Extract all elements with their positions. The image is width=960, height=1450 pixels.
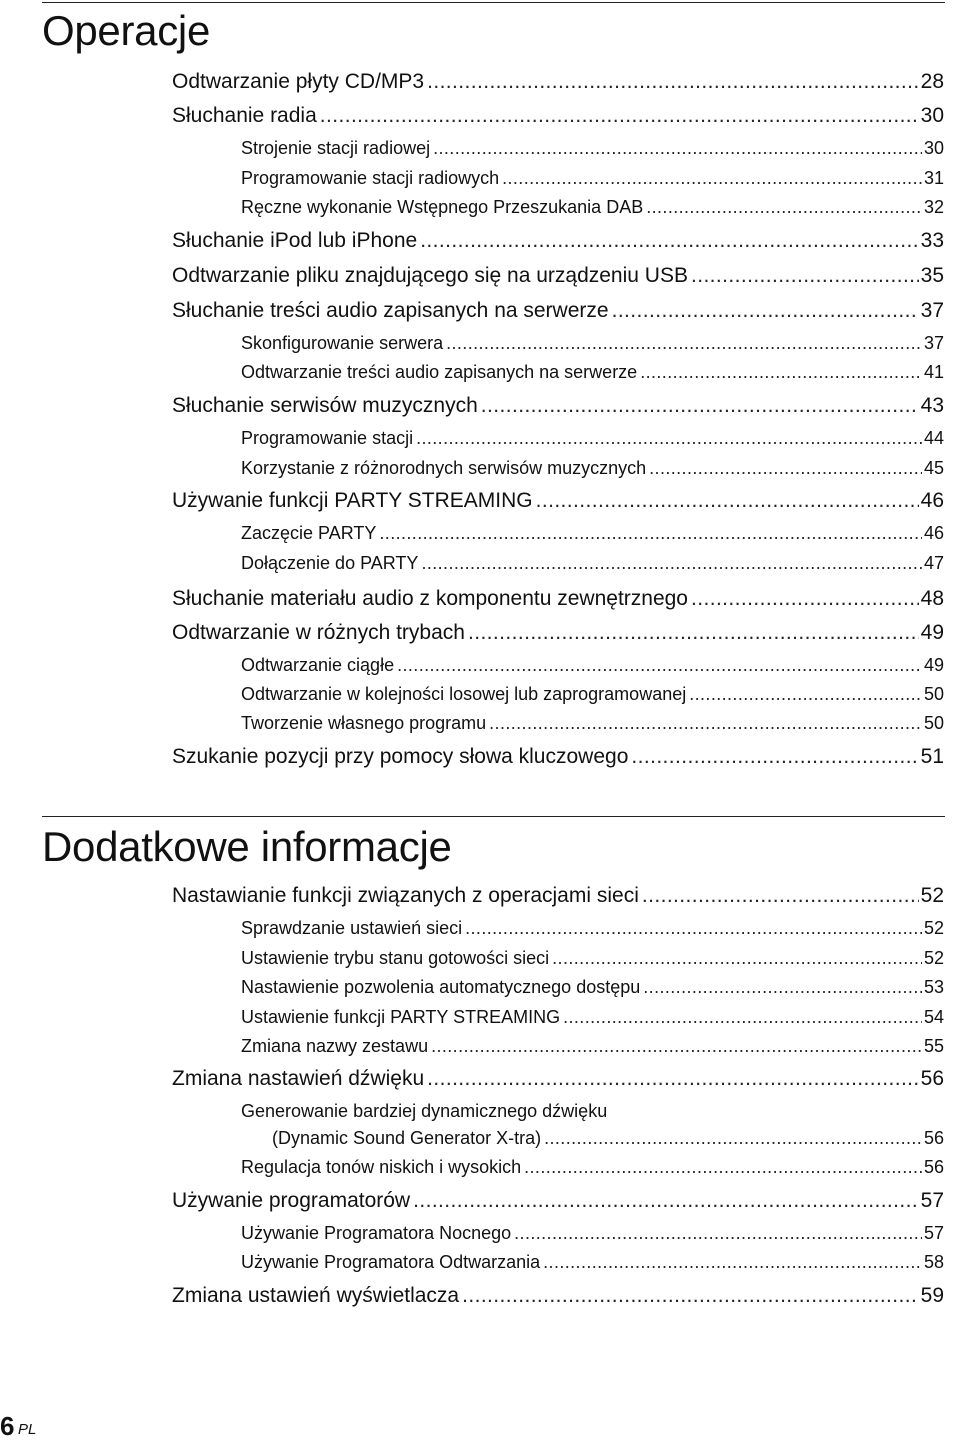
- dot-leader: [416, 428, 922, 449]
- toc-entry-title: Słuchanie iPod lub iPhone: [172, 229, 418, 252]
- dot-leader: [427, 70, 919, 94]
- toc-entry-title: Programowanie stacji: [241, 428, 414, 448]
- dot-leader: [536, 489, 919, 513]
- toc-page-number: 28: [920, 70, 944, 93]
- page-number: 6: [0, 1411, 15, 1441]
- dot-leader: [642, 884, 919, 908]
- toc-page-number: 50: [923, 713, 944, 733]
- dot-leader: [427, 1067, 919, 1091]
- dot-leader: [446, 333, 922, 354]
- toc-entry-title: Odtwarzanie ciągłe: [241, 655, 395, 675]
- toc-entry-level-2[interactable]: [241, 948, 944, 969]
- toc-entry-title: Zmiana nazwy zestawu: [241, 1036, 429, 1056]
- toc-entry-level-2[interactable]: [241, 333, 944, 354]
- toc-entry-title: Strojenie stacji radiowej: [241, 138, 431, 158]
- toc-entry-title: Słuchanie radia: [172, 104, 317, 127]
- toc-page-number: 33: [920, 229, 944, 252]
- toc-entry-level-1[interactable]: [172, 621, 944, 645]
- dot-leader: [468, 621, 919, 645]
- toc-entry-level-1[interactable]: [172, 1284, 944, 1308]
- toc-entry-level-2[interactable]: [241, 1157, 944, 1178]
- toc-entry-level-1[interactable]: [172, 229, 944, 253]
- toc-entry-title: Skonfigurowanie serwera: [241, 333, 444, 353]
- toc-page-number: 59: [920, 1284, 944, 1307]
- dot-leader: [379, 523, 922, 544]
- dot-leader: [421, 553, 922, 574]
- dot-leader: [397, 655, 922, 676]
- toc-entry-level-2[interactable]: [241, 168, 944, 189]
- toc-entry-title: Korzystanie z różnorodnych serwisów muzycznych: [241, 458, 647, 478]
- toc-entry-title: Regulacja tonów niskich i wysokich: [241, 1157, 522, 1177]
- toc-entry-level-1[interactable]: [172, 884, 944, 908]
- toc-entry-level-2[interactable]: [241, 1252, 944, 1273]
- toc-entry-level-1[interactable]: [172, 587, 944, 611]
- toc-entry-title: Programowanie stacji radiowych: [241, 168, 500, 188]
- toc-page-number: 56: [923, 1157, 944, 1177]
- toc-entry-level-2[interactable]: [241, 655, 944, 676]
- toc-page-number: 54: [923, 1007, 944, 1027]
- toc-entry-title: Używanie Programatora Odtwarzania: [241, 1252, 541, 1272]
- dot-leader: [462, 1284, 919, 1308]
- toc-page-number: 30: [923, 138, 944, 158]
- dot-leader: [524, 1157, 922, 1178]
- toc-entry-level-1[interactable]: [172, 264, 944, 288]
- dot-leader: [691, 587, 919, 611]
- toc-page-number: 55: [923, 1036, 944, 1056]
- toc-entry-title: Odtwarzanie w kolejności losowej lub zaprogramowanej: [241, 684, 687, 704]
- toc-entry-title: Odtwarzanie w różnych trybach: [172, 621, 465, 644]
- language-code: PL: [18, 1421, 37, 1438]
- toc-page-number: 51: [920, 745, 944, 768]
- toc-page-number: 37: [920, 299, 944, 322]
- toc-entry-level-2[interactable]: [241, 713, 944, 734]
- toc-page-number: 52: [923, 948, 944, 968]
- dot-leader: [649, 458, 922, 479]
- toc-entry-level-1[interactable]: [172, 489, 944, 513]
- toc-entry-title: Nastawienie pozwolenia automatycznego dostępu: [241, 977, 641, 997]
- dot-leader: [420, 229, 918, 253]
- toc-entry[interactable]: [272, 1128, 944, 1149]
- toc-entry-level-2[interactable]: [241, 362, 944, 383]
- toc-entry-title: Zaczęcie PARTY: [241, 523, 377, 543]
- dot-leader: [481, 394, 919, 418]
- toc-entry-title: Używanie funkcji PARTY STREAMING: [172, 489, 533, 512]
- toc-page-number: 43: [920, 394, 944, 417]
- toc-entry-title: Słuchanie materiału audio z komponentu zewnętrznego: [172, 587, 688, 610]
- toc-entry-level-2[interactable]: [241, 523, 944, 544]
- toc-page-number: 50: [923, 684, 944, 704]
- toc-entry-level-2[interactable]: [241, 918, 944, 939]
- toc-entry-level-1[interactable]: [172, 394, 944, 418]
- toc-page-number: 49: [920, 621, 944, 644]
- dot-leader: [465, 918, 922, 939]
- dot-leader: [514, 1223, 922, 1244]
- section-rule-operacje: [42, 2, 945, 3]
- toc-entry-continuation: (Dynamic Sound Generator X-tra): [272, 1128, 542, 1148]
- toc-page-number: 35: [920, 264, 944, 287]
- section-title-operacje: Operacje: [42, 7, 211, 54]
- toc-entry-level-2[interactable]: [241, 138, 944, 159]
- toc-entry-title: Dołączenie do PARTY: [241, 553, 419, 573]
- section-rule-dodatkowe: [42, 816, 945, 817]
- section-title-dodatkowe-informacje: Dodatkowe informacje: [42, 823, 452, 870]
- toc-entry-level-2[interactable]: [241, 1036, 944, 1057]
- toc-entry-title: Zmiana ustawień wyświetlacza: [172, 1284, 460, 1307]
- toc-entry-title: Szukanie pozycji przy pomocy słowa kluczowego: [172, 745, 629, 768]
- toc-page-number: 47: [923, 553, 944, 573]
- dot-leader: [544, 1128, 922, 1149]
- dot-leader: [646, 197, 922, 218]
- toc-page-number: 46: [923, 523, 944, 543]
- toc-entry-title: Odtwarzanie płyty CD/MP3: [172, 70, 425, 93]
- dot-leader: [691, 264, 919, 288]
- toc-page-number: 48: [920, 587, 944, 610]
- dot-leader: [502, 168, 922, 189]
- toc-entry-title: Używanie programatorów: [172, 1189, 411, 1212]
- toc-entry-level-2[interactable]: [241, 684, 944, 705]
- toc-entry-level-1[interactable]: [172, 104, 944, 128]
- toc-entry-title: Ustawienie trybu stanu gotowości sieci: [241, 948, 550, 968]
- toc-entry-title: Nastawianie funkcji związanych z operacjami sieci: [172, 884, 639, 907]
- toc-entry-level-2[interactable]: [241, 553, 944, 574]
- toc-page-number: 45: [923, 458, 944, 478]
- toc-page-number: 52: [920, 884, 944, 907]
- dot-leader: [489, 713, 922, 734]
- toc-page-number: 31: [923, 168, 944, 188]
- toc-page-number: 57: [920, 1189, 944, 1212]
- toc-entry-level-2[interactable]: [241, 1223, 944, 1244]
- toc-page-number: 53: [923, 977, 944, 997]
- dot-leader: [563, 1007, 922, 1028]
- toc-entry-level-1[interactable]: [172, 299, 944, 323]
- dot-leader: [643, 977, 922, 998]
- dot-leader: [552, 948, 922, 969]
- dot-leader: [413, 1189, 919, 1213]
- toc-page-number: 30: [920, 104, 944, 127]
- toc-entry-title: Słuchanie treści audio zapisanych na serwerze: [172, 299, 609, 322]
- toc-page-number: 41: [923, 362, 944, 382]
- toc-page-number: 57: [923, 1223, 944, 1243]
- toc-entry-title: Odtwarzanie treści audio zapisanych na serwerze: [241, 362, 638, 382]
- dot-leader: [689, 684, 922, 705]
- toc-entry-title: Ustawienie funkcji PARTY STREAMING: [241, 1007, 561, 1027]
- toc-entry-level-1[interactable]: [172, 1189, 944, 1213]
- toc-entry-level-1[interactable]: [172, 745, 944, 769]
- toc-entry-level-2[interactable]: [241, 1007, 944, 1028]
- toc-page-number: 56: [920, 1067, 944, 1090]
- toc-entry-title: Zmiana nastawień dźwięku: [172, 1067, 425, 1090]
- dot-leader: [320, 104, 919, 128]
- toc-page-number: 56: [923, 1128, 944, 1148]
- toc-page-number: 32: [923, 197, 944, 217]
- dot-leader: [433, 138, 922, 159]
- toc-entry-level-1[interactable]: [172, 1067, 944, 1091]
- toc-page-number: 52: [923, 918, 944, 938]
- toc-page-number: 58: [923, 1252, 944, 1272]
- toc-entry-level-2[interactable]: [241, 197, 944, 218]
- dot-leader: [431, 1036, 922, 1057]
- toc-entry-level-1[interactable]: [172, 70, 944, 94]
- toc-entry-title: Używanie Programatora Nocnego: [241, 1223, 512, 1243]
- toc-entry-level-2[interactable]: [241, 977, 944, 998]
- toc-entry-title: Generowanie bardziej dynamicznego dźwięku: [241, 1101, 608, 1121]
- toc-entry-level-2[interactable]: [241, 458, 944, 479]
- toc-page-number: 44: [923, 428, 944, 448]
- toc-entry-title: Tworzenie własnego programu: [241, 713, 487, 733]
- toc-page-number: 46: [920, 489, 944, 512]
- dot-leader: [631, 745, 918, 769]
- dot-leader: [640, 362, 922, 383]
- toc-page-number: 49: [923, 655, 944, 675]
- toc-page-number: 37: [923, 333, 944, 353]
- toc-entry-title: Ręczne wykonanie Wstępnego Przeszukania DAB: [241, 197, 644, 217]
- toc-entry-title: Słuchanie serwisów muzycznych: [172, 394, 478, 417]
- dot-leader: [612, 299, 919, 323]
- dot-leader: [543, 1252, 922, 1273]
- toc-entry-title: Sprawdzanie ustawień sieci: [241, 918, 463, 938]
- toc-entry-title: Odtwarzanie pliku znajdującego się na urządzeniu USB: [172, 264, 688, 287]
- toc-entry-level-2[interactable]: [241, 428, 944, 449]
